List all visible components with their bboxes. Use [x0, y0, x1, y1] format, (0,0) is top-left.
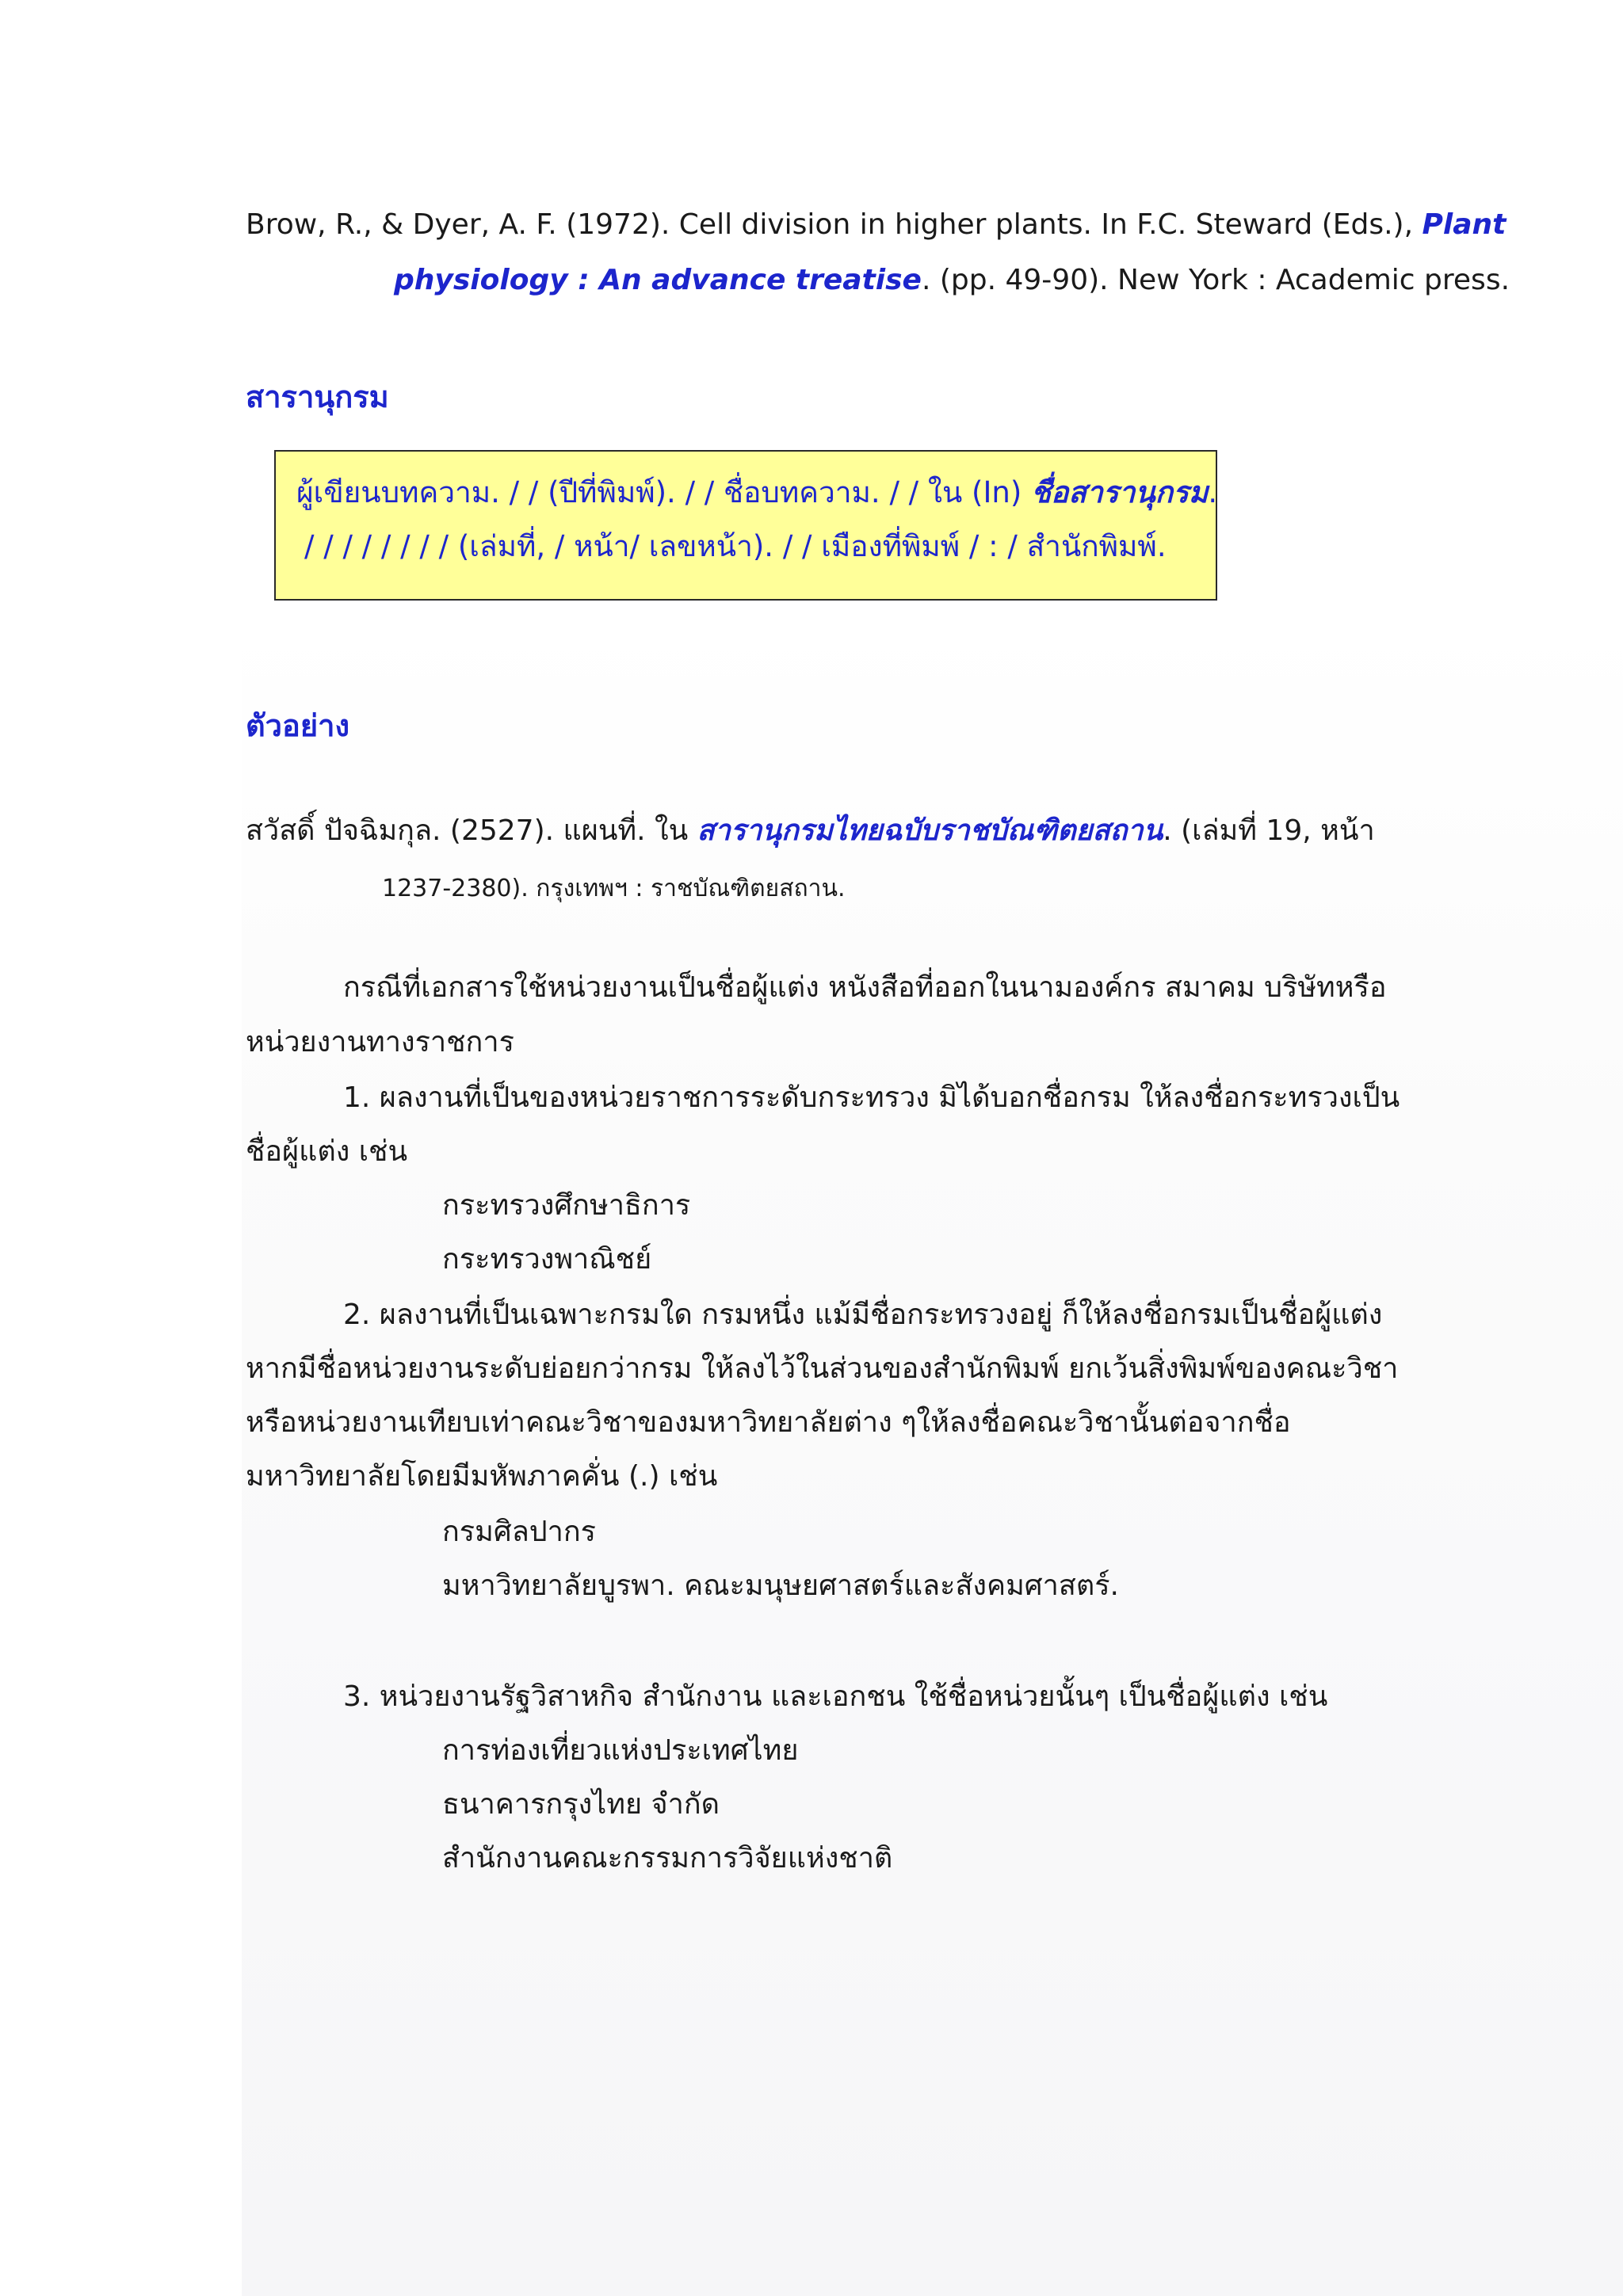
- reference-publisher-text: . (pp. 49-90). New York : Academic press.: [921, 264, 1510, 296]
- example-citation-line-2: 1237-2380). กรุงเทพฯ : ราชบัณฑิตยสถาน.: [382, 875, 846, 902]
- item-2-example-2: มหาวิทยาลัยบูรพา. คณะมนุษยศาสตร์และสังคมศาสตร์.: [442, 1569, 1119, 1602]
- item-3-line-1: 3. หน่วยงานรัฐวิสาหกิจ สำนักงาน และเอกชน ใช้ชื่อหน่วยนั้นๆ เป็นชื่อผู้แต่ง เช่น: [343, 1680, 1328, 1713]
- reference-line-2: [394, 261, 1510, 299]
- format-encyclopedia-title: ชื่อสารานุกรม: [1031, 475, 1209, 509]
- item-1-line-1: 1. ผลงานที่เป็นของหน่วยราชการระดับกระทรวง มิได้บอกชื่อกรม ให้ลงชื่อกระทรวงเป็น: [343, 1081, 1400, 1114]
- reference-book-title-cont: physiology : An advance treatise: [394, 264, 922, 296]
- item-2-line-4: มหาวิทยาลัยโดยมีมหัพภาคคั่น (.) เช่น: [246, 1460, 718, 1493]
- intro-paragraph-line-2: หน่วยงานทางราชการ: [246, 1026, 514, 1058]
- reference-book-title: Plant: [1422, 208, 1507, 241]
- item-1-example-1: กระทรวงศึกษาธิการ: [442, 1189, 691, 1222]
- item-3-example-3: สำนักงานคณะกรรมการวิจัยแห่งชาติ: [442, 1842, 893, 1875]
- example-volume-text: . (เล่มที่ 19, หน้า: [1163, 814, 1375, 847]
- example-heading: ตัวอย่าง: [246, 708, 349, 743]
- format-line-1-text: ผู้เขียนบทความ. / / (ปีที่พิมพ์). / / ชื่อบทความ. / / ใน (In): [296, 475, 1032, 509]
- item-2-line-1: 2. ผลงานที่เป็นเฉพาะกรมใด กรมหนึ่ง แม้มีชื่อกระทรวงอยู่ ก็ให้ลงชื่อกรมเป็นชื่อผู้แต่ง: [343, 1299, 1383, 1331]
- format-line-2: / / / / / / / / (เล่มที่, / หน้า/ เลขหน้า). / / เมืองที่พิมพ์ / : / สำนักพิมพ์.: [304, 529, 1167, 563]
- item-1-line-2: ชื่อผู้แต่ง เช่น: [246, 1135, 408, 1168]
- example-author-text: สวัสดิ์ ปัจฉิมกุล. (2527). แผนที่. ใน: [246, 814, 697, 847]
- example-encyclopedia-title: สารานุกรมไทยฉบับราชบัณฑิตยสถาน: [697, 814, 1163, 847]
- section-heading-encyclopedia: สารานุกรม: [246, 379, 389, 414]
- item-2-line-2: หากมีชื่อหน่วยงานระดับย่อยกว่ากรม ให้ลงไว้ในส่วนของสำนักพิมพ์ ยกเว้นสิ่งพิมพ์ของคณะวิชา: [246, 1352, 1399, 1385]
- format-line-1: [296, 469, 1217, 516]
- item-2-line-3: หรือหน่วยงานเทียบเท่าคณะวิชาของมหาวิทยาลัยต่าง ๆให้ลงชื่อคณะวิชานั้นต่อจากชื่อ: [246, 1406, 1291, 1439]
- reference-authors-text: Brow, R., & Dyer, A. F. (1972). Cell division in higher plants. In F.C. Steward (Eds.),: [246, 208, 1423, 241]
- example-citation-line-1: [246, 812, 1375, 850]
- item-3-example-1: การท่องเที่ยวแห่งประเทศไทย: [442, 1734, 799, 1767]
- format-line-1-suffix: .: [1208, 475, 1218, 509]
- reference-line-1: [246, 206, 1506, 244]
- item-2-example-1: กรมศิลปากร: [442, 1516, 596, 1548]
- intro-paragraph-line-1: กรณีที่เอกสารใช้หน่วยงานเป็นชื่อผู้แต่ง หนังสือที่ออกในนามองค์กร สมาคม บริษัทหรือ: [343, 971, 1387, 1004]
- citation-format-box: [274, 450, 1217, 601]
- item-3-example-2: ธนาคารกรุงไทย จำกัด: [442, 1788, 720, 1821]
- item-1-example-2: กระทรวงพาณิชย์: [442, 1243, 652, 1276]
